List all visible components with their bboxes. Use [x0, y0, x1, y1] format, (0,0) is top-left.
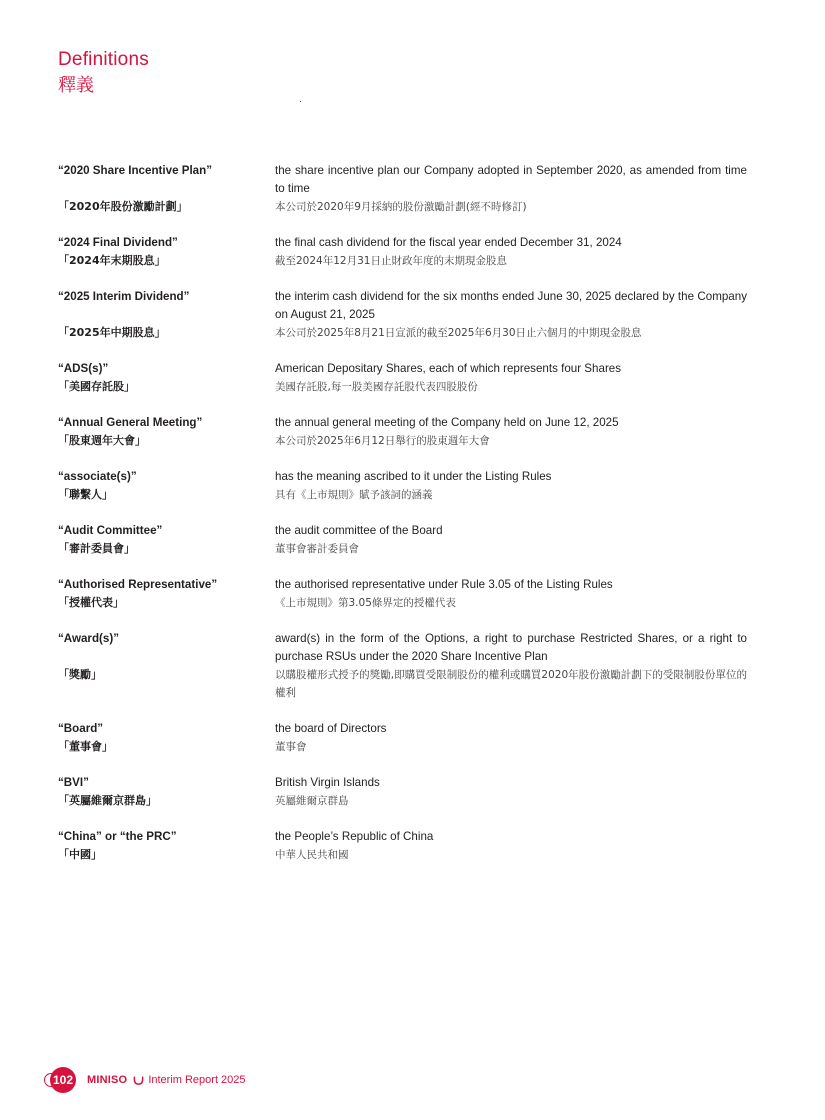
description-en: award(s) in the form of the Options, a right to purchase Restricted Shares, or a right to purchase RSUs under the 2020 Share Incentive Plan: [275, 632, 747, 663]
term-zh: 「授權代表」: [58, 596, 124, 609]
term-en: “Authorised Representative”: [58, 578, 218, 591]
description-zh: 以購股權形式授予的獎勵,即購買受限制股份的權利或購買2020年股份激勵計劃下的受限制股份單位的權利: [275, 669, 747, 699]
term-zh: 「2025年中期股息」: [58, 326, 166, 339]
term-en: “2024 Final Dividend”: [58, 236, 178, 249]
definition-entry: [58, 522, 758, 558]
definition-entry: [58, 630, 758, 702]
term-en: “associate(s)”: [58, 470, 137, 483]
term-zh: 「美國存託股」: [58, 380, 135, 393]
definition-entry: [58, 360, 758, 396]
term-zh: 「股東週年大會」: [58, 434, 146, 447]
smile-icon: [133, 1075, 144, 1086]
description-en: the final cash dividend for the fiscal year ended December 31, 2024: [275, 236, 622, 249]
description-zh: 美國存託股,每一股美國存託股代表四股股份: [275, 381, 478, 393]
definitions-list: [58, 162, 758, 882]
term-zh: 「董事會」: [58, 740, 113, 753]
description-zh: 英屬維爾京群島: [275, 795, 349, 807]
definition-entry: [58, 234, 758, 270]
term-zh: 「中國」: [58, 848, 102, 861]
term-en: “Annual General Meeting”: [58, 416, 203, 429]
description-en: the annual general meeting of the Company held on June 12, 2025: [275, 416, 619, 429]
page-title-chinese: 釋義: [58, 75, 94, 96]
definition-entry: [58, 576, 758, 612]
description-en: the People’s Republic of China: [275, 830, 434, 843]
description-en: British Virgin Islands: [275, 776, 380, 789]
term-en: “China” or “the PRC”: [58, 830, 177, 843]
description-zh: 本公司於2025年8月21日宣派的截至2025年6月30日止六個月的中期現金股息: [275, 327, 642, 339]
description-zh: 本公司於2020年9月採納的股份激勵計劃(經不時修訂): [275, 201, 527, 213]
description-en: the share incentive plan our Company adopted in September 2020, as amended from time to time: [275, 164, 747, 195]
definition-entry: [58, 468, 758, 504]
term-zh: 「英屬維爾京群島」: [58, 794, 157, 807]
description-en: the board of Directors: [275, 722, 387, 735]
definition-entry: [58, 162, 758, 216]
description-zh: 中華人民共和國: [275, 849, 349, 861]
definition-entry: [58, 414, 758, 450]
brand-name: MINISO: [87, 1074, 128, 1086]
description-en: the interim cash dividend for the six months ended June 30, 2025 declared by the Company on August 21, 2025: [275, 290, 747, 321]
description-en: the authorised representative under Rule 3.05 of the Listing Rules: [275, 578, 613, 591]
description-zh: 本公司於2025年6月12日舉行的股東週年大會: [275, 435, 490, 447]
term-en: “2020 Share Incentive Plan”: [58, 164, 213, 177]
term-en: “Award(s)”: [58, 632, 119, 645]
description-en: American Depositary Shares, each of which represents four Shares: [275, 362, 622, 375]
definition-entry: [58, 720, 758, 756]
description-en: has the meaning ascribed to it under the Listing Rules: [275, 470, 552, 483]
description-zh: 董事會: [275, 741, 307, 753]
description-zh: 《上市規則》第3.05條界定的授權代表: [275, 597, 456, 609]
term-en: “Board”: [58, 722, 104, 735]
term-zh: 「2020年股份激勵計劃」: [58, 200, 188, 213]
definition-entry: [58, 774, 758, 810]
decorative-dot: [300, 101, 301, 102]
description-zh: 具有《上市規則》賦予該詞的涵義: [275, 489, 433, 501]
description-en: the audit committee of the Board: [275, 524, 443, 537]
definition-entry: [58, 288, 758, 342]
page-number: 102: [50, 1067, 76, 1093]
description-zh: 截至2024年12月31日止財政年度的末期現金股息: [275, 255, 507, 267]
page-footer: [44, 1067, 246, 1093]
term-zh: 「獎勵」: [58, 668, 102, 681]
definition-entry: [58, 828, 758, 864]
page-title: Definitions: [58, 49, 149, 70]
report-title: Interim Report 2025: [148, 1074, 246, 1086]
term-zh: 「審計委員會」: [58, 542, 135, 555]
term-en: “BVI”: [58, 776, 89, 789]
description-zh: 董事會審計委員會: [275, 543, 359, 555]
term-en: “Audit Committee”: [58, 524, 163, 537]
term-en: “ADS(s)”: [58, 362, 109, 375]
term-en: “2025 Interim Dividend”: [58, 290, 190, 303]
term-zh: 「2024年末期股息」: [58, 254, 166, 267]
term-zh: 「聯繫人」: [58, 488, 113, 501]
